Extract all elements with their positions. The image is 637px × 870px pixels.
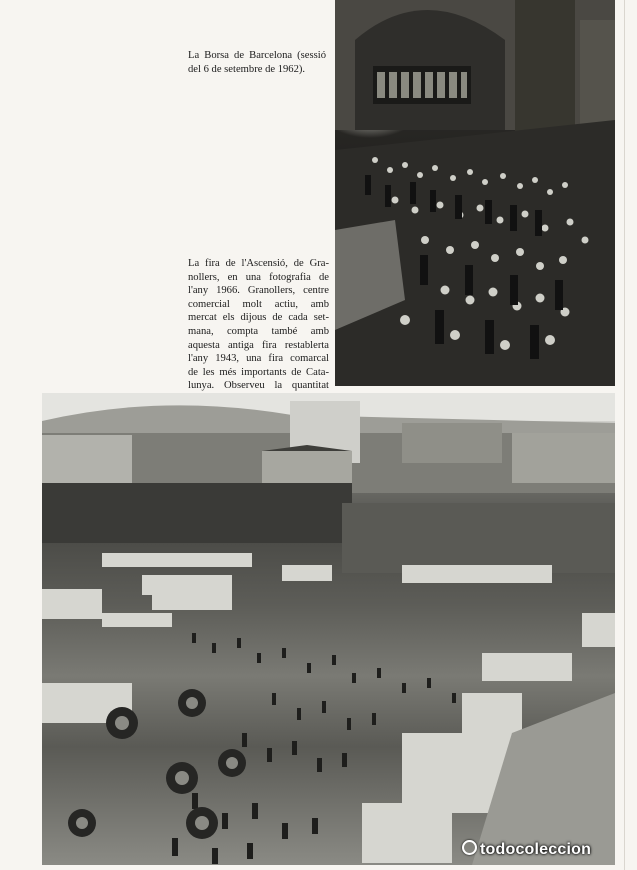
photo-stock-exchange-drawing	[335, 0, 615, 386]
caption-granollers-fair	[188, 257, 329, 407]
caption-line: l'any 1943, una fira comarcal	[188, 353, 329, 365]
page-edge	[624, 0, 625, 870]
caption-line: l'any 1966. Granollers, centre	[188, 285, 329, 297]
caption-line: lunya. Observeu la quantitat	[188, 380, 329, 392]
caption-line: de les més importants de Cata-	[188, 366, 329, 378]
caption-line: La fira de l'Ascensió, de Gra-	[188, 258, 329, 269]
watermark-logo-icon	[462, 840, 477, 855]
caption-line: comercial molt actiu, amb	[188, 298, 329, 310]
caption-line: La Borsa de Barcelona (sessió	[188, 50, 326, 61]
caption-line: aquesta antiga fira restablerta	[188, 339, 329, 351]
caption-line: mercat els dijous de cada set-	[188, 312, 329, 324]
caption-line: del 6 de setembre de 1962).	[188, 63, 306, 75]
photo-agricultural-fair	[42, 393, 615, 865]
caption-stock-exchange	[188, 49, 326, 76]
watermark-text: todocoleccion	[480, 841, 592, 858]
watermark	[462, 840, 591, 859]
caption-line: mana, compta també amb	[188, 325, 329, 337]
photo-stock-exchange	[335, 0, 615, 386]
photo-agricultural-fair-drawing	[42, 393, 615, 865]
caption-line: nollers, en una fotografia de	[188, 271, 329, 283]
